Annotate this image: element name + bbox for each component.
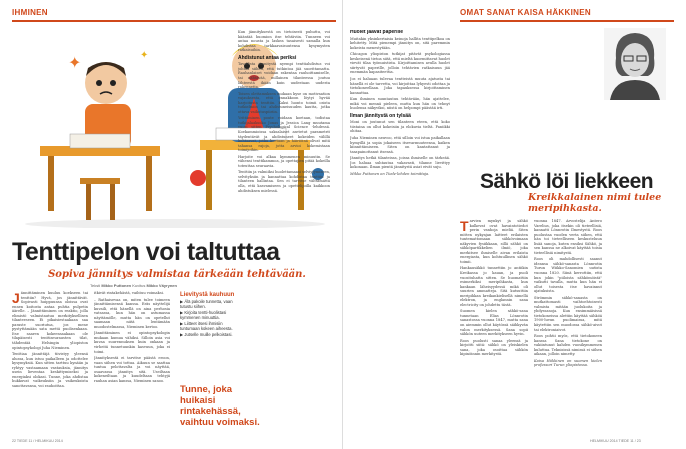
sidebar-item: ▶ Jutselle muille pelkoistasi. [180, 332, 233, 337]
col3-top: Kun jännityksestä on tietoisesti puhuttu, voi kääntää huomion itse tehtäviin. Tunneen voi antaa nousta ja laskea tasaisesti samalla kun kohdistaa tarkkaavaisuutensa kysymysten ratkaisuihin. [238, 30, 330, 53]
col4-paragraph: Jos ei haluaan tulevaa tentteistä muuta ajatusta tai hänellä ei ole tarvetta, voi kirjoittaa lyhyesti odottaa ja tietokoneellaan. Joka tapauksessa kirjoittaminen kannattaa. [350, 76, 450, 95]
article-title-right: Sähkö löi liekkeen [480, 170, 654, 193]
sidebar-title: Lievitystä kauhuun [180, 292, 235, 298]
author-credit-left: Mikko Puttonen on Tiede-lehden toimittaja. [350, 171, 430, 176]
sidebar-item: ▶ Älä pakoile tunnetta, vaan tutustu siihen. [180, 299, 233, 309]
dropcap-j: J [12, 291, 20, 306]
subhead-huolet: Huolet jäävät paperille [350, 30, 404, 35]
intro-text: ännittäminen kuuluu koekseen tai tenttiin? Hyvä, jos jännittävät. Sopivasti huippuunsa oloissa ovat ennen koitosta antaa puhtia pulpetin äärelle. – Jännittäminen on reaktio, jolla elimistö valmistautuu merkityksellisen tilanteeseen. Ei pikaisiestaakaan saa paraste suoriutua, jos mene pystyttämään sata mettä puolisenkaan. Itse saaren kokeensaakaan ole tilapäisesti tenttiseurausten tilat, tähdentää Helsingin yliopiston opintopsykologi Juha Nieminen. [12, 291, 88, 350]
byline-text-author: Teksti [90, 283, 102, 288]
column-1 [12, 291, 88, 435]
col5-paragraph: Hankausäkkö tunnettiin jo antiikin Kreikassa jo kauan, ja puoli vuosituhatta sitten. Se huomattiin esimerkiksi meripihkasta, kun kankaan läheisyydessä mikä oli suurien ammatteja. Sitä kutsuttiin meripihkan kreikankielisellä nimellä elektron, ja englannin sana electricity on johdettu tästä. [460, 266, 528, 307]
col6-paragraph: Strömmin sähkö-sanasta on mutkattomasti vaihtoehtoisesti valmista mitään juolukoita ja yhdyssanoja. Kun ensimmäisissä tietokoneissa alettiin käyttää sähköä 1900-luvun puolimaissa, mitä käytettiin sen muodossa sähkö-aivot tai elektroniaivot. [534, 295, 602, 332]
author-portrait [604, 28, 666, 100]
col4-paragraph: Muitakin yksinkertaisia keinoja hallita tenttipelkoa on kehitetty. Mitä pienempi jännitys on, sitä paremmin kokeista menestytään. [350, 36, 450, 50]
svg-text:✦: ✦ [140, 50, 149, 61]
footer-left: 22 TIEDE 11 / HELMIKUU 2014 [12, 439, 63, 443]
section-label-right: OMAT SANAT KAISA HÄKKINEN [460, 8, 591, 17]
col6-paragraph: Roos pohtii myös, että tietokoneen kanssa Sana tietokone on vakiintunut kahden vuosikymmenen kuluttua. Teknisissä nimissä ei siihen aikaan, jolloin nimetty. [534, 334, 602, 357]
section-rule-right [460, 20, 674, 22]
col1-paragraph: Tenttiaa jännittäjä tiivistyy yleensä alussa, kun istuu paikalleen ja odottelee kysymyksiä. Kun sitten tarttuu kynään ja ryhtyy vastaamaan vastauksia, jännitys usein lieventaa keskittymiseksi ja energiaksi olokasi. Tunne, joka ahdistaa hukkuvat vaikeuksiin ja vaikeuksista sanottavansa, voi rauhoittaa. [12, 352, 88, 388]
col6-paragraph: Roos oli mahdollisesti saanut ideansa sähkö-sanasta Lönnrotin Turun Wiikko-Sanomien uutista vuonna 1820. Siinä kerrottiin, että kun jokin "piiloista sähkömöistä" vaikutti tavalla, mutta kun hän ei ollut toisesta itse havainnut ajatuksista. [534, 257, 602, 294]
column-4 [350, 30, 450, 436]
article-deck-right: Kreikkalainen nimi tulee meripihkasta. [528, 192, 662, 214]
intro-paragraph [12, 291, 88, 350]
col2-paragraph: – Rathaisevaa on, miten tulee toimeen jännittämisensä kanssa. Eräs näyttelijä kuvaili, että hänellä on aina perhosia vatsassa, kun hän on astumassa näyttämölle, mutta hän on opetellut saamaan niitä lentämään muodostelmassa, Nieminen kertoo. [94, 297, 170, 329]
gutter [342, 0, 343, 449]
col3-paragraph: Toisen olettamuksen mukaan kyse on motivaation vajauksesta, että ennakkoon löytyi hyvää harjoitusta tenttiin. Kaksi luonto toimii osista tutkielmiin tai ahdistuneisuuden kautta, jotka ottava vaikutuspiiriin. [238, 91, 330, 114]
column-6 [534, 219, 602, 435]
byline-left [90, 283, 177, 288]
subhead-ilman: Ilman jännitystä on tylsää [350, 112, 411, 119]
dropcap-t: T [460, 219, 469, 234]
col4-paragraph: Kun ihminen suuntautuu tehtävään, hän ajattelee, mikä voi mennä pieleen, mutta kun hän on tehnyt huolensa näkyviksi, niistä on helpompi päästää irti. [350, 97, 450, 111]
author-credit-right: Kaisa Häkkinen on suomen kielen professori Turun yliopistossa. [534, 358, 602, 368]
col2-paragraph: Jännityksestä ei tarvitse päästä eroon, vaan siihen voi tottua. Aikuun se saattaa tuntua pelottavalta ja voi näyttää, osaavassa jännitys sitä. Useiltaan kokeneiltaan ja kuudeltaan tehtyjä rauhan asian kanssa, Nieminen sanoo. [94, 356, 170, 383]
column-5 [460, 219, 528, 435]
column-2 [94, 291, 170, 435]
col4-paragraph: Juha Nieminen neuvoo, että silloin voi istua paikallaan hymyillä ja sopia jokaiseen itsevarmuuteensa, kaiken kiinnittämiseen. Siten on kantattanut ja tasapainottanut itsensä. [350, 136, 450, 154]
col4-paragraph: Jännitys hetkä tilanteissa, joissa ihmiselle on tärkeää. Jos haluaa suhtautua vakavasti, tilanne lievittyy kokonaan. Ilman pientä jännitystä asiat eivät suju. [350, 156, 450, 170]
sidebar-item: ▶ Liitteet itsesi ihmisiin tuntumaan kokeen aiheesta. [180, 321, 233, 331]
section-rule-left [12, 20, 336, 22]
byline-text-illustrator: Kuvitus [132, 283, 147, 288]
col2-top: itkivät rintakehästä, vaihtuu voimaksi. [94, 291, 164, 295]
sidebar-item: ▶ Kirjoita tentti-huolistasi kymmenen minuuttia. [180, 310, 227, 320]
column-3 [238, 30, 330, 436]
col4-paragraph: Chicagon yliopiston tutkijat pitävät psykologiassa keskeisenä tietoa siitä, että mieltä kuormittavat huolet vievät tilaa työmuistista. Kirjoittamisen avulla huolet siirtyvät paperille, jolloin tehtävien ratkaisuun jää enemmän kapasiteettia. [350, 52, 450, 75]
col4-paragraph: Moni on joutunut sen tilanteen eteen, että koko tiistaina on ollut kokeisiin ja elokuvia tieltä. Paniikki ohitaa. [350, 120, 450, 134]
section-label-left: IHMINEN [12, 8, 48, 17]
byline-author: Mikko Puttonen [101, 283, 132, 288]
col3-paragraph: Tavallista jännitystä nyempi tenttiahdistus voi johtaa siihen, että tutkintoa jää suorittamatta. Rauhanlaiset voidaan rakentaa rauhoittamiselle, tai nähtävää, millainen tilanteessa joutuu lähteestä ikään kuin uudestaan uudesta rakennetta. [238, 62, 330, 90]
subhead-ahdistunut: Ahdistunut antaa periksi [238, 54, 297, 61]
col3-paragraph: Tenttiin ja valmiiksi huolettamaasi selviytymiseen, selvityksiin ja kannattaa kohdistaa tenttiin ja tilanteen hallintaa. Sen ei tarvitse välttämättä olla, että kasvamiseen ja opettelijoilla kaikkoon ahdistuksen mielessä. [238, 170, 330, 193]
col5-intro: arvien mynkyt ja sähkö kulkevat ovat havaintotiedot perin vanhoja mieliä. Siten mitten nykyajan laitteet erilaisten tuntemattomaan sähkövoimaan näkyvien fysiikkaan, sillä sähkö on sähköpartikkelien ilmiö, joka merkitsee ihmiselle aivan erilaista energiasta, kun kohtuullinen sähkö toimii. [460, 219, 528, 264]
pull-quote: Tunne, joka huikaisi rintakehässä, vaihtuu voimaksi. [180, 384, 260, 428]
col3-paragraph: Yrittäminen poute voidaan koetaan, todistaa tutkijalaaksoko Jonas ja Jessica Lang muutama vuosi sitten Psychological Science -lehdessä. Koekammioissa saksalaiset asetetut parametrit täydentävät ja ahdistuneet kokeiden välillä kohtaavat, jotka koetaan ja häiriöinä olivat mitä tahansa rajoja, jotta arvioi kokemistaan toimijoihin. [238, 116, 330, 153]
article-title-left: Tenttipelon voi taltuttaa [12, 238, 280, 266]
col5-paragraph: Suomen kielen sähkö-sana tunnetaan Elias Lönnrotin sanastossa vuonna 1847, mutta sana on aiemmin ollut käytössä säihkyvän valon merkityksessä. Sana sopii sähkön uuteen merkitykseen hyvin. [460, 309, 528, 337]
col6-paragraph: vuonna 1847. Arvostelija Antero Varelius, joka itsekin oli tieteellisiä, kannatti Lönnrotin Ilmestystä. Roos puolustaa vuoden verta siihen, että hän toi tieteelliseen keskusteluun lisää sanoja, kuten ensiksi Sähkö, ja sen kanssa ne alkoivat käyttää toisia tieteellisiä nimitystä. [534, 219, 602, 255]
col5-paragraph [460, 219, 528, 264]
sidebar-tips [180, 292, 238, 337]
svg-text:✦: ✦ [68, 53, 82, 72]
byline-illustrator: Mikko Väyrynen [146, 283, 177, 288]
col5-paragraph: Roos puolusti sanaa yleensä ja kirjoitti siitä: sähkö on yleiskielen sana, joka osoittaa sähkön kipinöinnin merkitystä. [460, 338, 528, 357]
article-deck-left: Sopiva jännitys valmistaa tärkeään tehtävään. [48, 269, 306, 280]
footer-right: HELMIKUU 2014 TIEDE 11 / 23 [590, 439, 641, 443]
col2-paragraph: Jännittäminen ei opintopsykologin mukaan kumua vähiksi. Silloin asia voi kuvaa suurennuksen kuin onkaan ja virheitä tunnetuunkin kasvuun, joka ei toimi. [94, 331, 170, 354]
col3-paragraph: Harjoite voi alkaa kymmenen minuutin. Se vähensi tenttikammoa, ja opettajien pitää kokeilla toteuttaa seuraavia. [238, 154, 330, 168]
